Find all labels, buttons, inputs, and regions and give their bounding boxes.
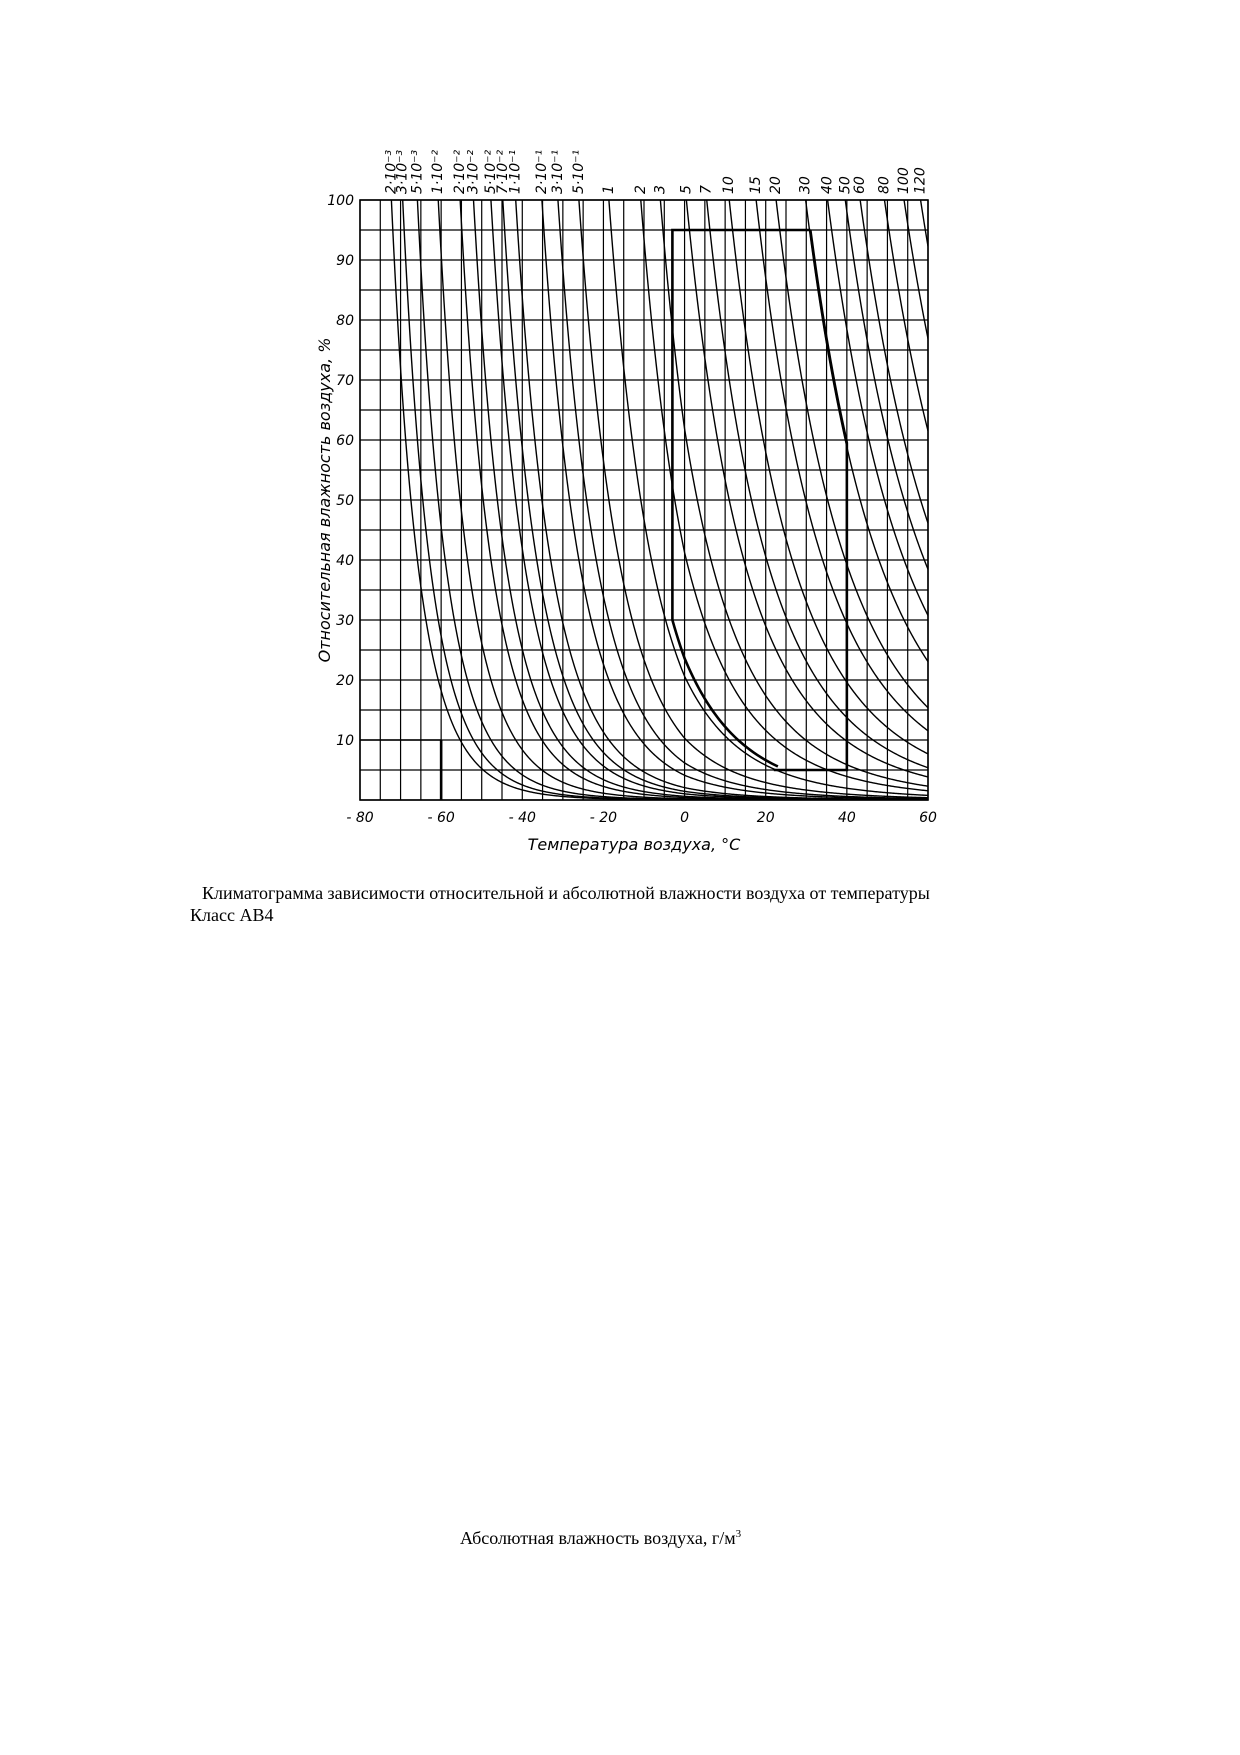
caption-title: Климатограмма зависимости относительной и абсолютной влажности воздуха от температуры	[202, 883, 930, 903]
y-tick-label: 60	[336, 433, 354, 449]
humidity-curve	[826, 140, 928, 569]
curve-label: 20	[768, 176, 785, 194]
caption-class: Класс АВ4	[190, 905, 274, 925]
curve-label: 1	[600, 185, 617, 194]
x-tick-label: - 80	[346, 810, 374, 826]
curve-label: 2	[632, 185, 649, 194]
humidity-curve	[739, 140, 928, 731]
curve-label: 40	[819, 176, 836, 194]
curve-label: 2·10⁻¹	[533, 149, 550, 194]
x-tick-label: - 60	[427, 810, 455, 826]
curve-label: 2·10⁻³	[383, 149, 400, 194]
curve-label: 3	[652, 185, 669, 194]
curve-label: 80	[876, 176, 893, 194]
x-tick-label: 40	[837, 810, 856, 826]
y-tick-label: 70	[336, 373, 354, 389]
footer-label	[460, 1528, 741, 1549]
humidity-curve	[569, 140, 928, 798]
curve-label: 3·10⁻³	[394, 149, 411, 194]
climatogram-chart	[300, 140, 940, 870]
x-tick-label: - 40	[508, 810, 536, 826]
curve-label: 7	[698, 185, 715, 194]
curve-label: 30	[797, 176, 814, 194]
curve-label: 1·10⁻¹	[507, 149, 524, 194]
y-tick-label: 90	[336, 253, 354, 269]
x-axis-title: Температура воздуха, °С	[527, 835, 741, 854]
figure-caption	[190, 882, 1090, 926]
y-tick-label: 80	[336, 313, 354, 329]
grid	[360, 200, 928, 800]
curve-label: 100	[896, 167, 913, 194]
y-axis-title: Относительная влажность воздуха, %	[315, 337, 334, 663]
curve-label: 2·10⁻²	[452, 149, 469, 194]
curve-label: 7·10⁻²	[494, 149, 511, 194]
curve-labels	[383, 149, 928, 194]
curve-label: 5·10⁻²	[482, 149, 499, 194]
y-tick-label: 100	[327, 193, 354, 209]
curve-label: 3·10⁻²	[465, 149, 482, 194]
y-tick-label: 20	[336, 673, 354, 689]
curve-label: 120	[912, 167, 929, 194]
curve-label: 5	[678, 185, 695, 194]
x-tick-label: - 20	[589, 810, 618, 826]
curve-label: 60	[852, 176, 869, 194]
x-tick-labels	[346, 810, 937, 826]
x-tick-label: 0	[680, 810, 690, 826]
y-tick-label: 10	[336, 733, 354, 749]
y-tick-label: 30	[336, 613, 354, 629]
curve-label: 10	[721, 176, 738, 194]
curve-label: 5·10⁻³	[409, 149, 426, 194]
footer-label-exponent: 3	[735, 1528, 742, 1540]
curve-label: 1·10⁻²	[430, 149, 447, 194]
x-tick-label: 60	[919, 810, 937, 826]
curve-label: 15	[748, 176, 765, 194]
curve-label: 3·10⁻¹	[549, 149, 566, 194]
y-tick-label: 40	[336, 553, 354, 569]
humidity-curve	[597, 140, 928, 795]
curve-label: 50	[837, 176, 854, 194]
y-tick-label: 50	[336, 493, 354, 509]
footer-label-text: Абсолютная влажность воздуха, г/м	[460, 1528, 736, 1548]
humidity-curve	[840, 140, 928, 523]
x-tick-label: 20	[756, 810, 775, 826]
curve-label: 5·10⁻¹	[570, 149, 587, 194]
